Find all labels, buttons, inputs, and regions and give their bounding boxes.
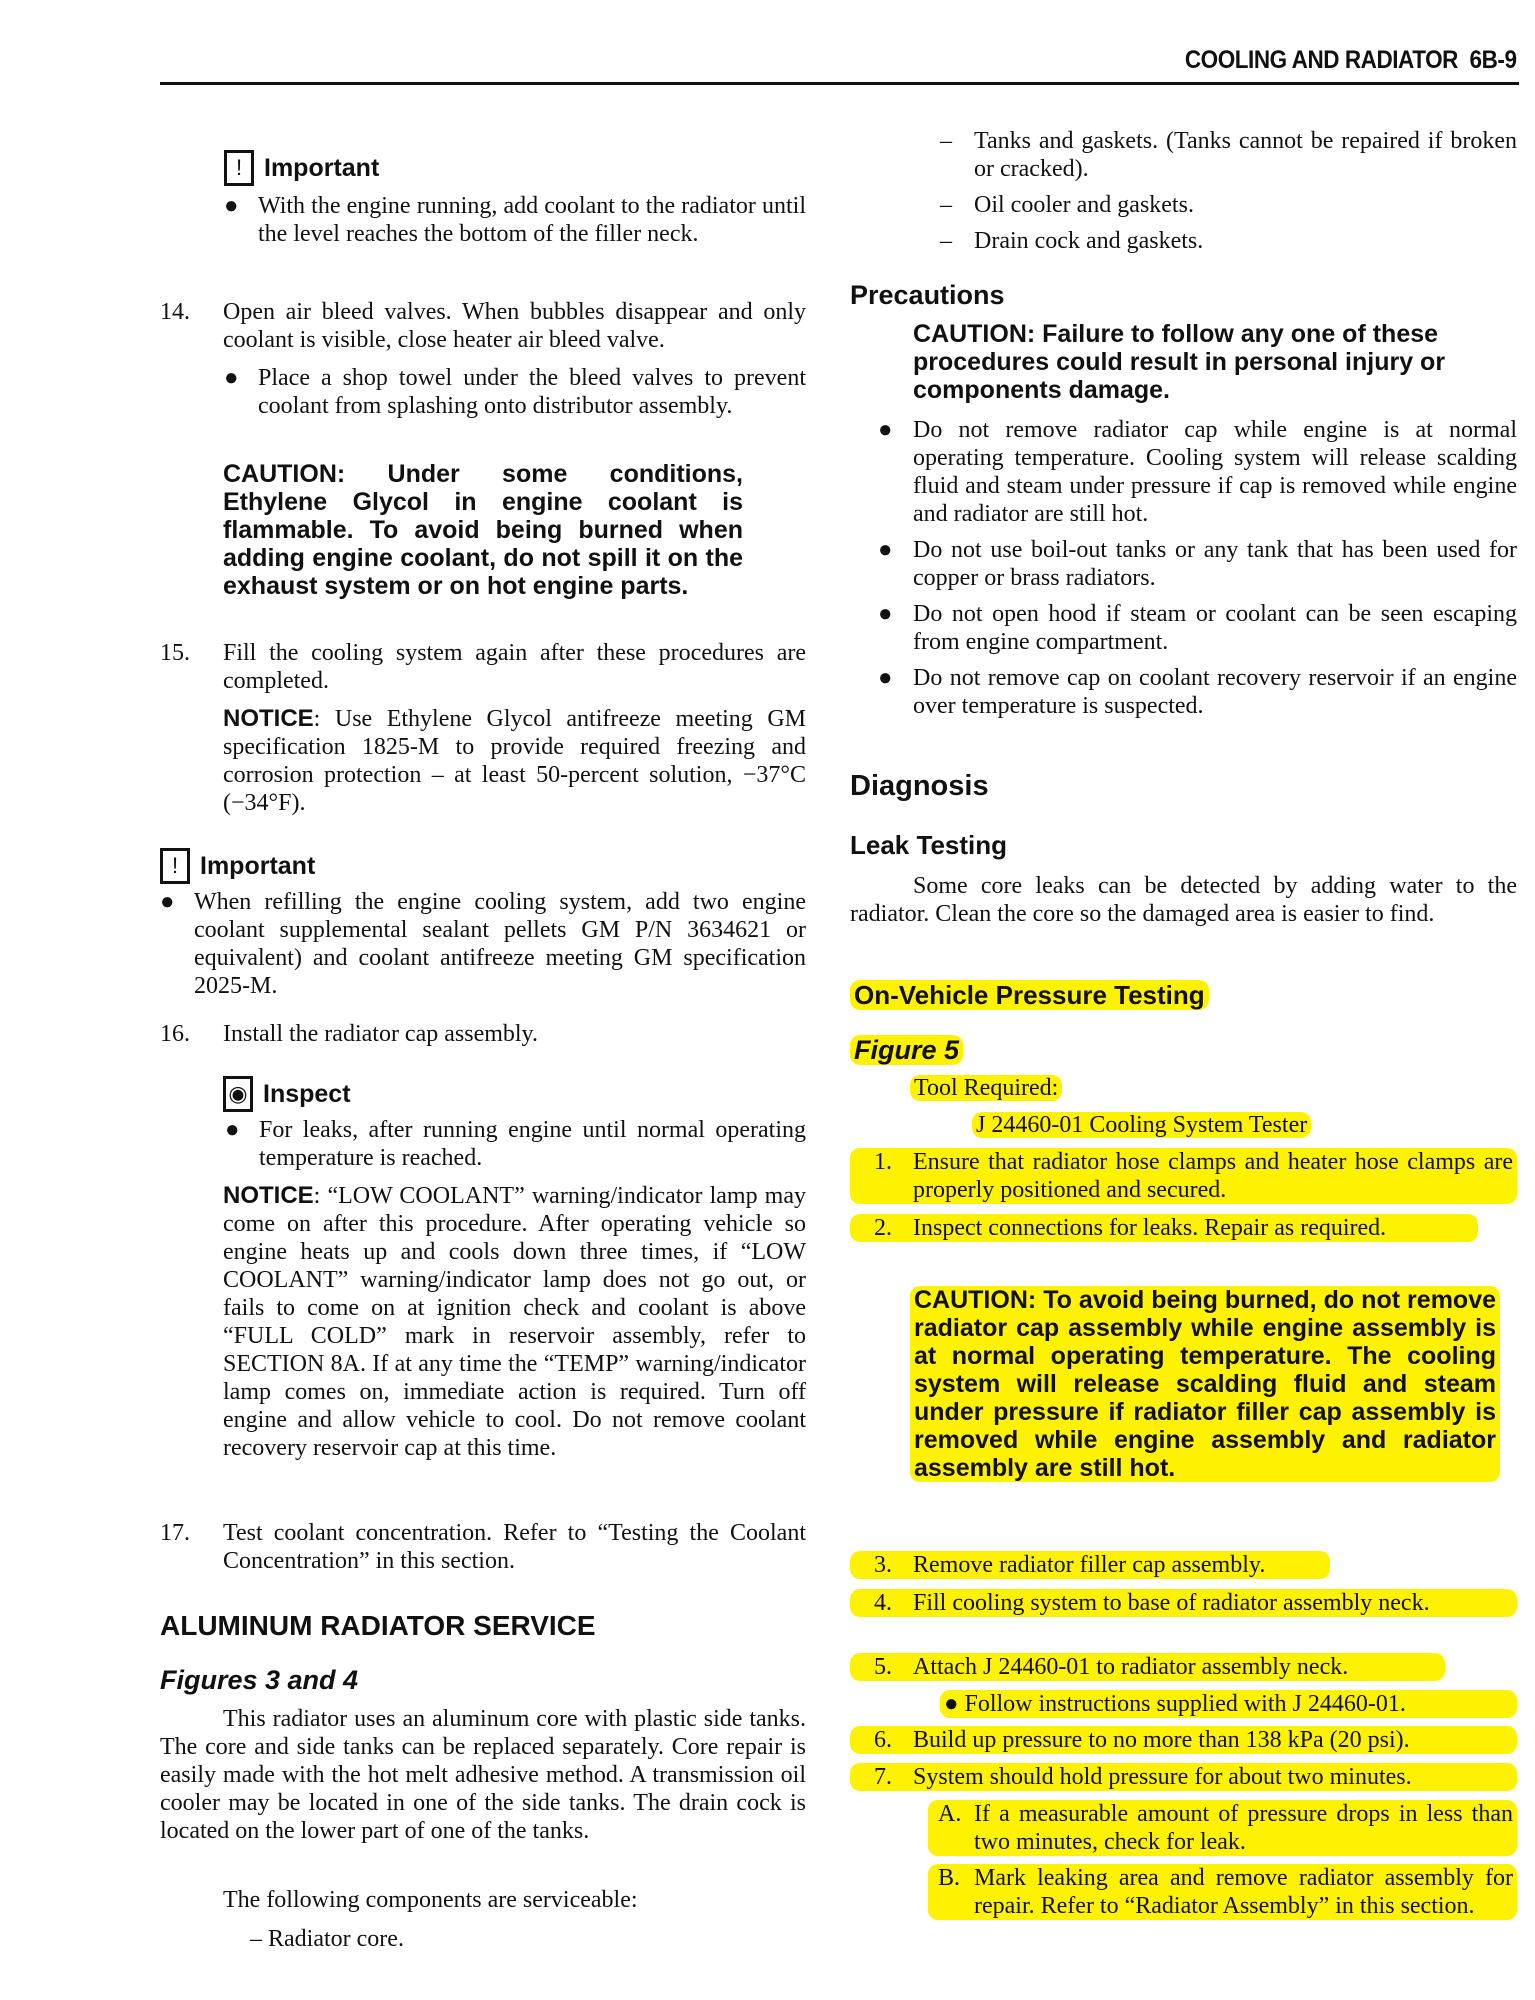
leak-paragraph: Some core leaks can be detected by adding water to the radiator. Clean the core so the damaged area is easier to find.: [850, 873, 1517, 927]
tool-required-label: Tool Required:: [910, 1075, 1062, 1101]
step-text: Attach J 24460-01 to radiator assembly neck.: [913, 1654, 1349, 1680]
list-text: Drain cock and gaskets.: [974, 228, 1204, 254]
inspect-note: [160, 1076, 806, 1462]
notice-low-coolant: [223, 1182, 806, 1462]
list-text: Tanks and gaskets. (Tanks cannot be repaired if broken or cracked).: [974, 128, 1517, 182]
bullet-text: When refilling the engine cooling system, add two engine coolant supplemental sealant pellets GM P/N 3634621 or equivalent) and coolant antifreeze meeting GM specification 2025-M.: [194, 889, 806, 999]
page-number: 6B-9: [1470, 46, 1517, 74]
step-text: Inspect connections for leaks. Repair as required.: [913, 1215, 1387, 1241]
step-letter: B.: [938, 1865, 961, 1891]
figure-reference: Figures 3 and 4: [160, 1665, 359, 1695]
step-text: Mark leaking area and remove radiator assembly for repair. Refer to “Radiator Assembly” in this section.: [974, 1865, 1513, 1919]
component-list: [850, 127, 1517, 255]
step-number: 6.: [874, 1727, 892, 1753]
step-16: [160, 1020, 806, 1048]
bullet-icon: ●: [224, 193, 239, 219]
notice-antifreeze: [160, 705, 806, 817]
step-17: [160, 1519, 806, 1575]
list-item: ● Do not remove cap on coolant recovery reservoir if an engine over temperature is suspected.: [878, 665, 1517, 719]
list-item: [224, 192, 806, 248]
list-text: Radiator core.: [268, 1926, 404, 1952]
inspect-label: Inspect: [263, 1080, 351, 1108]
bullet-icon: ●: [160, 889, 175, 915]
step-14: [160, 298, 806, 420]
step-number: 2.: [874, 1215, 892, 1241]
bullet-text: Do not use boil-out tanks or any tank that has been used for copper or brass radiators.: [913, 537, 1517, 591]
bullet-icon: ●: [944, 1691, 965, 1717]
step-5-bullet: [850, 1690, 1517, 1718]
step-number: 17.: [160, 1520, 190, 1546]
step-number: 14.: [160, 299, 190, 325]
step-text: System should hold pressure for about two minutes.: [913, 1764, 1412, 1790]
step-number: 4.: [874, 1590, 892, 1616]
step-text: If a measurable amount of pressure drops in less than two minutes, check for leak.: [974, 1801, 1513, 1855]
important-note-2: [160, 848, 806, 1000]
step-number: 7.: [874, 1764, 892, 1790]
step-text: Ensure that radiator hose clamps and heater hose clamps are properly positioned and secured.: [913, 1149, 1513, 1203]
diagnosis-heading: Diagnosis: [850, 770, 989, 802]
list-item: – Drain cock and gaskets.: [940, 228, 1204, 254]
step-5: [850, 1653, 1445, 1681]
list-item: – Tanks and gaskets. (Tanks cannot be repaired if broken or cracked).: [940, 128, 1517, 182]
step-text: Install the radiator cap assembly.: [223, 1021, 538, 1047]
notice-text: : Use Ethylene Glycol antifreeze meeting GM specification 1825-M to provide required freezing and corrosion protection – at least 50-percent solution, −37°C (−34°F).: [223, 706, 806, 816]
step-15: [160, 639, 806, 817]
bullet-text: For leaks, after running engine until normal operating temperature is reached.: [259, 1117, 806, 1171]
step-text: Fill the cooling system again after these procedures are completed.: [223, 640, 806, 694]
tool-name: J 24460-01 Cooling System Tester: [972, 1112, 1311, 1138]
header-rule: [160, 82, 1519, 85]
list-item: ● Do not open hood if steam or coolant can be seen escaping from engine compartment.: [878, 601, 1517, 655]
list-item: [940, 1690, 1517, 1718]
list-item: ● Do not remove radiator cap while engine is at normal operating temperature. Cooling system will release scalding fluid and steam under pressure if cap is removed while engine and radiator are still hot.: [878, 417, 1517, 527]
step-text: Test coolant concentration. Refer to “Testing the Coolant Concentration” in this section.: [223, 1520, 806, 1574]
step-text: Fill cooling system to base of radiator assembly neck.: [913, 1590, 1430, 1616]
bullet-text: Do not remove cap on coolant recovery reservoir if an engine over temperature is suspected.: [913, 665, 1517, 719]
caution-precautions: CAUTION: Failure to follow any one of these procedures could result in personal injury or components damage.: [913, 320, 1446, 404]
section-title: ALUMINUM RADIATOR SERVICE: [160, 1610, 596, 1641]
step-3: [850, 1551, 1330, 1579]
eye-box-icon: ◉: [223, 1076, 253, 1112]
step-4: [850, 1589, 1517, 1617]
important-label: Important: [200, 852, 316, 880]
list-item: ● Do not use boil-out tanks or any tank that has been used for copper or brass radiators.: [878, 537, 1517, 591]
important-note-1: [160, 150, 806, 248]
serviceable-intro: The following components are serviceable:: [223, 1887, 638, 1913]
notice-label: NOTICE: [223, 705, 314, 732]
notice-text: : “LOW COOLANT” warning/indicator lamp may come on after this procedure. After operating vehicle so engine heats up and cools down three times, if “LOW COOLANT” warning/indicator lamp does not go out, or fails to come on at ignition check and coolant is above “FULL COLD” mark in reservoir assembly, refer to SECTION 8A. If at any time the “TEMP” warning/indicator lamp comes on, immediate action is required. Turn off engine and allow vehicle to cool. Do not remove coolant recovery reservoir cap at this time.: [223, 1183, 806, 1461]
bullet-icon: ●: [224, 365, 239, 391]
exclamation-box-icon: !: [224, 150, 254, 186]
precaution-list: [850, 416, 1517, 720]
step-7: [850, 1763, 1517, 1791]
step-number: 16.: [160, 1021, 190, 1047]
header-title: COOLING AND RADIATOR: [1185, 46, 1459, 74]
figure-reference: Figure 5: [850, 1035, 963, 1065]
step-text: Remove radiator filler cap assembly.: [913, 1552, 1266, 1578]
running-header: [1185, 46, 1517, 75]
list-item: – Oil cooler and gaskets.: [940, 192, 1194, 218]
bullet-text: Place a shop towel under the bleed valves to prevent coolant from splashing onto distributor assembly.: [258, 365, 806, 419]
bullet-text: Do not remove radiator cap while engine is at normal operating temperature. Cooling system will release scalding fluid and steam under pressure if cap is removed while engine and radiator are still hot.: [913, 417, 1517, 527]
exclamation-box-icon: !: [160, 848, 190, 884]
step-text: Open air bleed valves. When bubbles disappear and only coolant is visible, close heater air bleed valve.: [223, 299, 806, 353]
step-1: [850, 1148, 1517, 1204]
bullet-text: Follow instructions supplied with J 24460-01.: [964, 1691, 1406, 1717]
step-7a: [850, 1800, 1517, 1856]
important-label: Important: [264, 154, 380, 182]
bullet-icon: ●: [225, 1117, 240, 1143]
step-7b: [850, 1864, 1517, 1920]
step-number: 5.: [874, 1654, 892, 1680]
leak-testing-heading: Leak Testing: [850, 830, 1008, 860]
step-number: 1.: [874, 1149, 892, 1175]
notice-label: NOTICE: [223, 1182, 314, 1209]
list-text: Oil cooler and gaskets.: [974, 192, 1194, 218]
step-text: Build up pressure to no more than 138 kPa (20 psi).: [913, 1727, 1410, 1753]
list-item: [224, 364, 806, 420]
step-letter: A.: [938, 1801, 962, 1827]
list-item: [160, 888, 806, 1000]
list-item: – Radiator core.: [250, 1926, 404, 1952]
on-vehicle-heading: On-Vehicle Pressure Testing: [850, 980, 1209, 1010]
paragraph-radiator: This radiator uses an aluminum core with plastic side tanks. The core and side tanks can be replaced separately. Core repair is easily made with the hot melt adhesive method. A transmission oil cooler may be located in one of the side tanks. The drain cock is located on the lower part of one of the tanks.: [160, 1706, 806, 1844]
step-6: [850, 1726, 1517, 1754]
step-number: 15.: [160, 640, 190, 666]
list-item: [225, 1116, 806, 1172]
step-number: 3.: [874, 1552, 892, 1578]
caution-pressure: [850, 1286, 1500, 1482]
precautions-heading: Precautions: [850, 280, 1005, 310]
step-2: [850, 1214, 1478, 1242]
bullet-text: Do not open hood if steam or coolant can be seen escaping from engine compartment.: [913, 601, 1517, 655]
caution-text: CAUTION: To avoid being burned, do not remove radiator cap assembly while engine assembly is at normal operating temperature. The cooling system will release scalding fluid and steam under pressure if radiator filler cap assembly is removed while engine assembly and radiator assembly are still hot.: [910, 1286, 1500, 1482]
bullet-text: With the engine running, add coolant to the radiator until the level reaches the bottom of the filler neck.: [258, 193, 806, 247]
caution-flammable: CAUTION: Under some conditions, Ethylene Glycol in engine coolant is flammable. To avoid being burned when adding engine coolant, do not spill it on the exhaust system or on hot engine parts.: [223, 460, 743, 600]
